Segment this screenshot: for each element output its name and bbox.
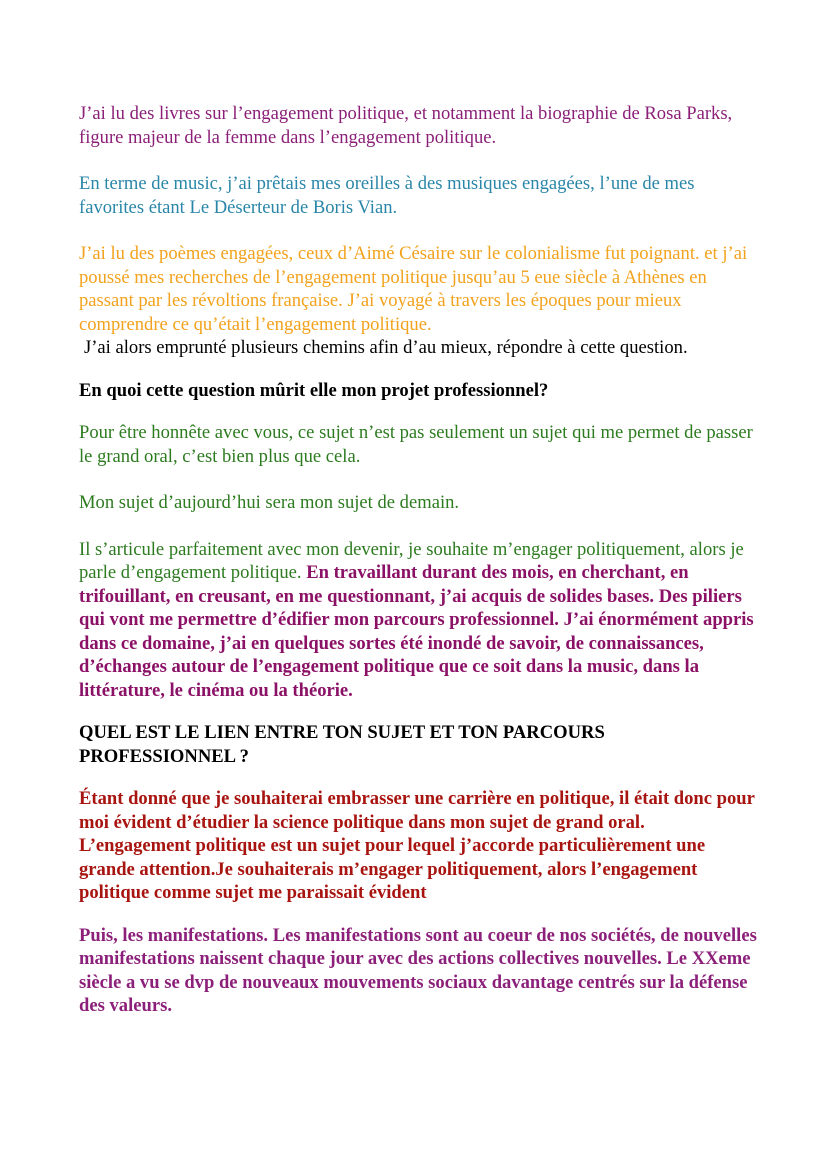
paragraph-subject-tomorrow: Mon sujet d’aujourd’hui sera mon sujet de demain. (79, 492, 460, 513)
paragraph-poems: J’ai lu des poèmes engagées, ceux d’Aimé Césaire sur le colonialisme fut poignant. et j’ai poussé mes recherches de l’engagement politique jusqu’au 5 eue siècle à Athènes en passant par les révoltions française. J’ai voyagé à travers les époques pour mieux comprendre ce qu’était l’engagement politique. (79, 243, 748, 335)
paragraph-future-intro: Il s’articule parfaitement avec mon devenir, je souhaite m’engager politiquement, alors je parle d’engagement politique. (79, 538, 744, 583)
document-page (79, 102, 759, 1018)
paragraph-music: En terme de music, j’ai prêtais mes oreilles à des musiques engagées, l’une de mes favorites étant Le Déserteur de Boris Vian. (79, 173, 695, 218)
section-heading-link: QUEL EST LE LIEN ENTRE TON SUJET ET TON PARCOURS PROFESSIONNEL ? (79, 722, 605, 767)
paragraph-honesty: Pour être honnête avec vous, ce sujet n’est pas seulement un sujet qui me permet de passer le grand oral, c’est bien plus que cela. (79, 422, 753, 467)
paragraph-manifestations: Puis, les manifestations. Les manifestations sont au coeur de nos sociétés, de nouvelles manifestations naissent chaque jour avec des actions collectives nouvelles. Le XXeme siècle a vu se dvp de nouveaux mouvements sociaux davantage centrés sur la défense des valeurs. (79, 924, 757, 1016)
paragraph-paths: J’ai alors emprunté plusieurs chemins afin d’au mieux, répondre à cette question. (84, 337, 688, 358)
paragraph-future (79, 538, 759, 703)
section-heading-project: En quoi cette question mûrit elle mon projet professionnel? (79, 379, 549, 401)
paragraph-career: Étant donné que je souhaiterai embrasser une carrière en politique, il était donc pour moi évident d’étudier la science politique dans mon sujet de grand oral. L’engagement politique est un sujet pour lequel j’accorde particulièrement une grande attention.Je souhaiterais m’engager politiquement, alors l’engagement politique comme sujet me paraissait évident (79, 788, 755, 903)
paragraph-future-emphasis: En travaillant durant des mois, en cherchant, en trifouillant, en creusant, en me questionnant, j’ai acquis de solides bases. Des piliers qui vont me permettre d’édifier mon parcours professionnel. J’ai énormément appris dans ce domaine, j’ai en quelques sortes été inondé de savoir, de connaissances, d’échanges autour de l’engagement politique que ce soit dans la music, dans la littérature, le cinéma ou la théorie. (79, 562, 754, 701)
paragraph-rosa-parks: J’ai lu des livres sur l’engagement politique, et notamment la biographie de Rosa Parks, figure majeur de la femme dans l’engagement politique. (79, 103, 733, 148)
